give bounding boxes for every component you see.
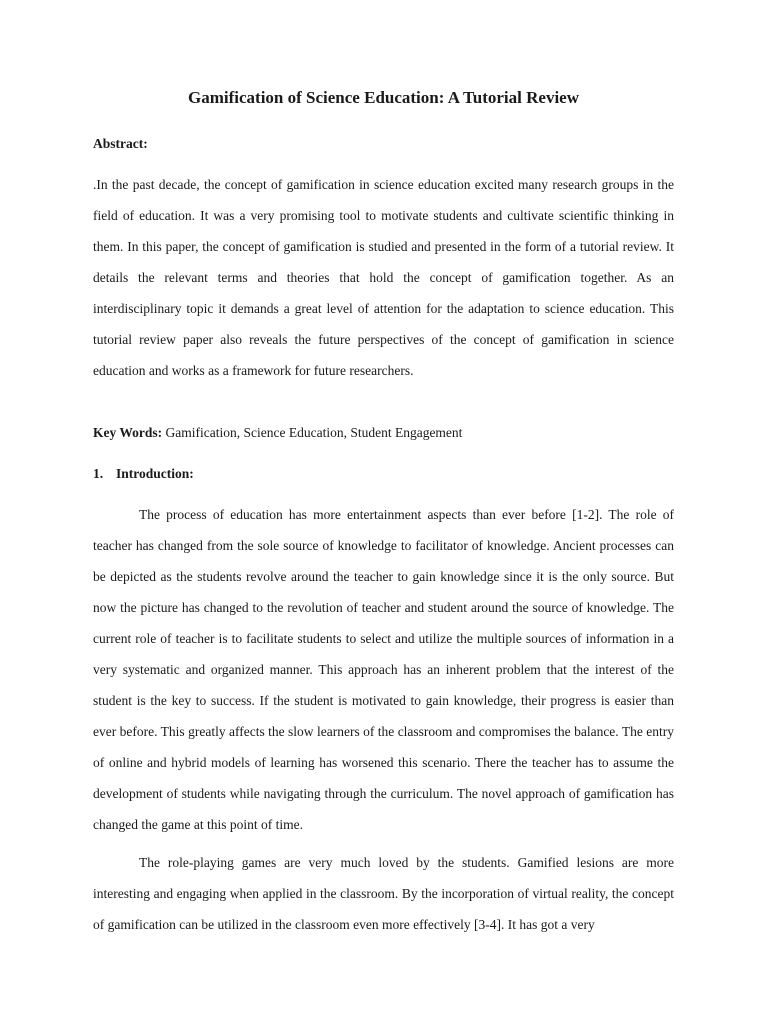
section-title: Introduction: <box>116 466 194 481</box>
intro-paragraph-1: The process of education has more entertainment aspects than ever before [1-2]. The role of teacher has changed from the sole source of knowledge to facilitator of knowledge. Ancient processes can be depicted as the students revolve around the teacher to gain knowledge since it is the only source. But now the picture has changed to the revolution of teacher and student around the source of knowledge. The current role of teacher is to facilitate students to select and utilize the multiple sources of information in a very systematic and organized manner. This approach has an inherent problem that the interest of the student is the key to success. If the student is motivated to gain knowledge, their progress is easier than ever before. This greatly affects the slow learners of the classroom and compromises the balance. The entry of online and hybrid models of learning has worsened this scenario. There the teacher has to assume the development of students while navigating through the curriculum. The novel approach of gamification has changed the game at this point of time. <box>93 507 674 832</box>
abstract-heading: Abstract: <box>93 136 148 151</box>
keywords-text: Gamification, Science Education, Student Engagement <box>162 425 463 440</box>
section-number: 1. <box>93 466 104 481</box>
intro-paragraph-2: The role-playing games are very much loved by the students. Gamified lesions are more interesting and engaging when applied in the classroom. By the incorporation of virtual reality, the concept of gamification can be utilized in the classroom even more effectively [3-4]. It has got a very <box>93 855 674 932</box>
keywords-line <box>93 425 462 441</box>
abstract-text: .In the past decade, the concept of gamification in science education excited many research groups in the field of education. It was a very promising tool to motivate students and cultivate scientific thinking in them. In this paper, the concept of gamification is studied and presented in the form of a tutorial review. It details the relevant terms and theories that hold the concept of gamification together. As an interdisciplinary topic it demands a great level of attention for the adaptation to science education. This tutorial review paper also reveals the future perspectives of the concept of gamification in science education and works as a framework for future researchers. <box>93 177 674 378</box>
paper-title: Gamification of Science Education: A Tutorial Review <box>188 88 579 107</box>
keywords-label: Key Words: <box>93 425 163 440</box>
section-heading-introduction <box>93 466 194 482</box>
